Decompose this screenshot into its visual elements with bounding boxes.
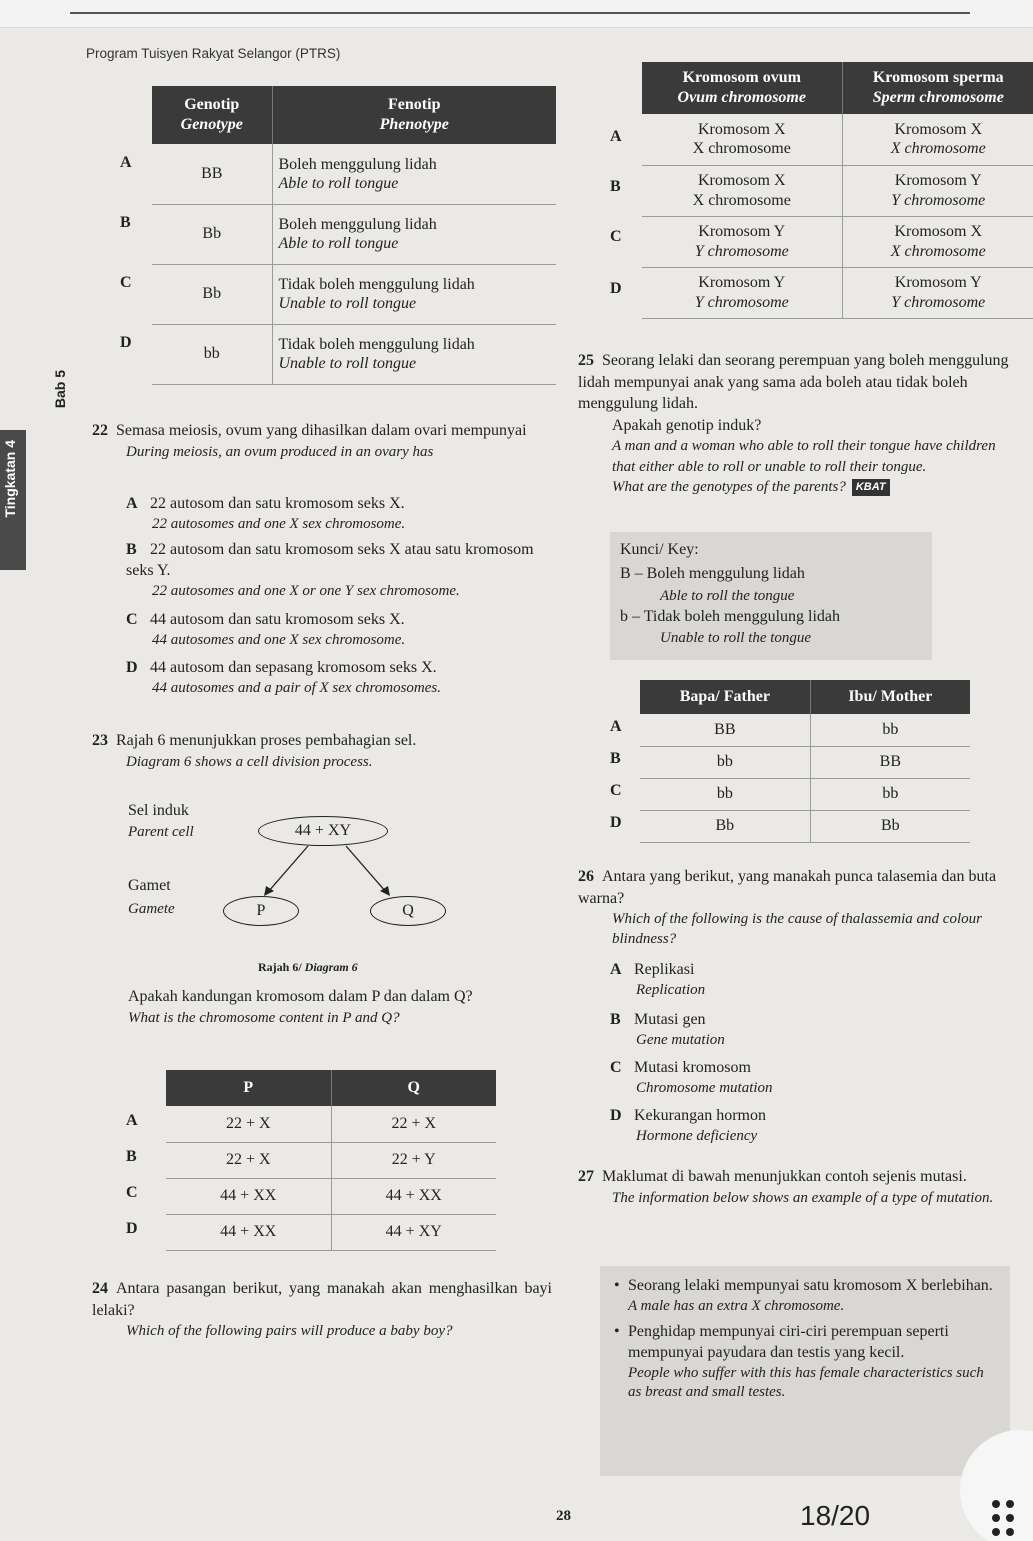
parent-cell-label: Sel induk Parent cell [128,802,194,840]
table-row: BB Boleh menggulung lidah Able to roll tongue [152,144,556,204]
gamete-label: Gamet Gamete [128,877,175,917]
question-24: 24 Antara pasangan berikut, yang manakah akan menghasilkan bayi lelaki? Which of the following pairs will produce a baby boy? [92,1280,552,1340]
parent-cell-ellipse: 44 + XY [258,816,388,846]
table-row: 44 + XX 44 + XX [166,1178,496,1214]
option-label[interactable]: A [610,718,622,735]
option-label[interactable]: B [126,1148,137,1165]
cell-division-diagram [128,800,528,980]
info-bullet: • Seorang lelaki mempunyai satu kromosom X berlebihan. A male has an extra X chromosome. [614,1276,996,1316]
q22-option-b[interactable]: B 22 autosom dan satu kromosom seks X atau satu kromosom seks Y. 22 autosomes and one X or one Y sex chromosome. [126,541,534,599]
option-label[interactable]: D [610,814,622,831]
q22-option-d[interactable]: D 44 autosom dan sepasang kromosom seks X. 44 autosomes and a pair of X sex chromosomes. [126,659,442,696]
q26-option-d[interactable]: D Kekurangan hormon Hormone deficiency [610,1107,766,1144]
image-counter: 18/20 [800,1500,871,1531]
question-27: 27 Maklumat di bawah menunjukkan contoh sejenis mutasi. The information below shows an example of a type of mutation. [578,1168,994,1206]
q22-option-a[interactable]: A 22 autosom dan satu kromosom seks X. 22 autosomes and one X sex chromosome. [126,495,406,532]
q-header: Q [331,1070,496,1106]
info-bullet: • Penghidap mempunyai ciri-ciri perempuan seperti mempunyai payudara dan testis yang kecil. People who suffer with this has female characteristics such as breast and small testes. [614,1322,996,1403]
option-label[interactable]: B [610,178,621,195]
table-row: Kromosom X X chromosome Kromosom Y Y chromosome [642,165,1033,216]
option-label[interactable]: D [126,1220,138,1237]
q22-option-c[interactable]: C 44 autosom dan satu kromosom seks X. 44 autosomes and one X sex chromosome. [126,611,406,648]
q26-option-a[interactable]: A Replikasi Replication [610,961,706,998]
p-header: P [166,1070,331,1106]
table-row: BB bb [640,714,970,746]
table-row: bb bb [640,778,970,810]
table-row: Bb Tidak boleh menggulung lidah Unable to roll tongue [152,264,556,324]
option-label[interactable]: C [610,782,622,799]
more-options-icon[interactable] [990,1496,1020,1536]
q25-table [640,680,970,843]
question-22: 22 Semasa meiosis, ovum yang dihasilkan dalam ovari mempunyai During meiosis, an ovum produced in an ovary has [92,422,527,460]
table-row: Bb Boleh menggulung lidah Able to roll tongue [152,204,556,264]
option-label[interactable]: B [120,214,131,231]
table-row: Kromosom Y Y chromosome Kromosom Y Y chromosome [642,267,1033,318]
table-row: Kromosom Y Y chromosome Kromosom X X chromosome [642,216,1033,267]
option-label[interactable]: A [610,128,622,145]
table-row: Bb Bb [640,810,970,842]
genotype-header: Genotip Genotype [152,86,272,144]
option-label[interactable]: A [126,1112,138,1129]
ovum-header: Kromosom ovum Ovum chromosome [642,62,842,114]
option-label[interactable]: C [610,228,622,245]
viewer-progress-line [70,12,970,14]
q26-option-b[interactable]: B Mutasi gen Gene mutation [610,1011,725,1048]
question-26: 26 Antara yang berikut, yang manakah punca talasemia dan buta warna? Which of the following is the cause of thalassemia and colour blindness? [578,868,997,948]
page-number: 28 [556,1508,571,1524]
table-row: 44 + XX 44 + XY [166,1214,496,1250]
option-label[interactable]: D [610,280,622,297]
table-row: 22 + X 22 + Y [166,1142,496,1178]
genotype-table [152,86,556,385]
question-23-prompt: Apakah kandungan kromosom dalam P dan dalam Q? What is the chromosome content in P and Q? [128,988,473,1026]
table-row: Kromosom X X chromosome Kromosom X X chromosome [642,114,1033,165]
table-row: bb BB [640,746,970,778]
diagram-caption: Rajah 6/ Diagram 6 [258,960,358,974]
option-label[interactable]: C [120,274,132,291]
option-label[interactable]: A [120,154,132,171]
chapter-label: Bab 5 [52,370,68,409]
kbat-badge: KBAT [852,479,890,496]
chromosome-table [642,62,1033,319]
gamete-p: P [223,896,299,926]
page-header: Program Tuisyen Rakyat Selangor (PTRS) [86,46,341,61]
sperm-header: Kromosom sperma Sperm chromosome [842,62,1033,114]
father-header: Bapa/ Father [640,680,810,714]
key-box: Kunci/ Key: B – Boleh menggulung lidah Able to roll the tongue b – Tidak boleh menggulung lidah Unable to roll the tongue [610,532,932,660]
option-label[interactable]: C [126,1184,138,1201]
option-label[interactable]: B [610,750,621,767]
question-23: 23 Rajah 6 menunjukkan proses pembahagian sel. Diagram 6 shows a cell division process. [92,732,417,770]
q23-table [166,1070,496,1251]
question-25: 25 Seorang lelaki dan seorang perempuan yang boleh menggulung lidah mempunyai anak yang sama ada boleh atau tidak boleh menggulung lidah. Apakah genotip induk? A man and a woman who able to roll their tongue have children that either able to roll or unable to roll their tongue. What are the genotypes of the parents? KBAT [578,352,1009,495]
division-arrows [128,800,528,920]
form-tab [0,430,26,570]
viewer-top-bar [0,0,1033,28]
phenotype-header: Fenotip Phenotype [272,86,556,144]
table-row: bb Tidak boleh menggulung lidah Unable to roll tongue [152,324,556,384]
gamete-q: Q [370,896,446,926]
form-tab-label: Tingkatan 4 [2,440,18,518]
mutation-info-box [600,1266,1010,1476]
table-row: 22 + X 22 + X [166,1106,496,1142]
mother-header: Ibu/ Mother [810,680,970,714]
option-label[interactable]: D [120,334,132,351]
q26-option-c[interactable]: C Mutasi kromosom Chromosome mutation [610,1059,773,1096]
